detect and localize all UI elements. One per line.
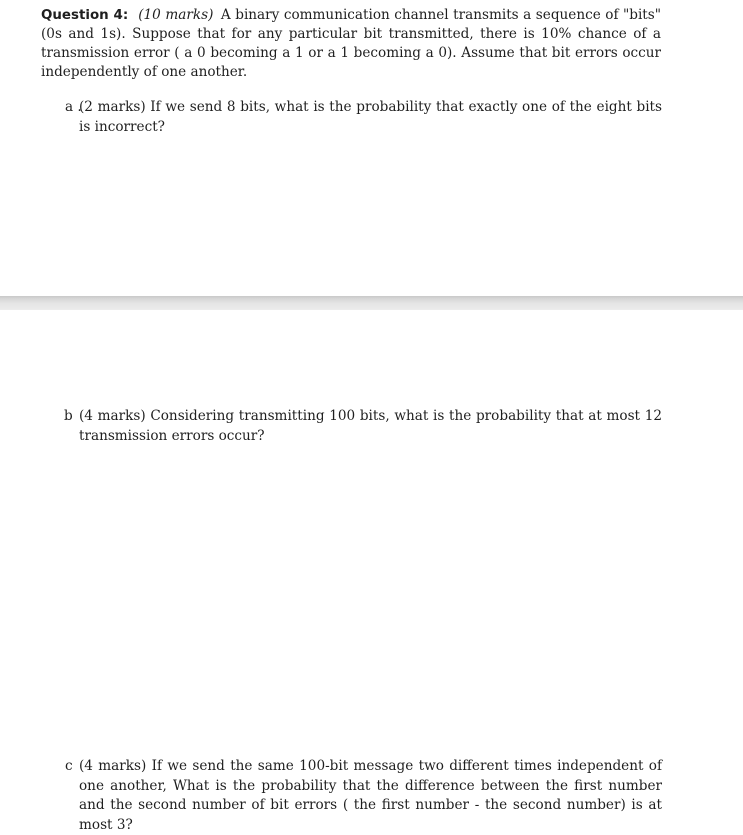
part-c-text: (4 marks) If we send the same 100-bit message two different times independent of one another, What is the probability that the difference between the first number and the second number of bit errors ( the first number - the second number) is at most 3? bbox=[79, 758, 662, 833]
page-divider bbox=[0, 296, 743, 310]
part-b-label: b bbox=[64, 408, 73, 424]
question-marks: (10 marks) bbox=[138, 7, 214, 23]
question-label: Question 4: bbox=[41, 8, 129, 23]
question-intro bbox=[41, 6, 661, 82]
part-a bbox=[65, 98, 662, 137]
part-a-label: a . bbox=[65, 99, 82, 115]
part-b-text: (4 marks) Considering transmitting 100 bits, what is the probability that at most 12 transmission errors occur? bbox=[79, 408, 662, 444]
part-b bbox=[64, 407, 662, 446]
page-bottom bbox=[0, 310, 743, 821]
question-text: A binary communication channel transmits a sequence of "bits" (0s and 1s). Suppose that for any particular bit transmitted, there is 10% chance of a transmission error ( a 0 becoming a 1 or a 1 becoming a 0). Assume that bit errors occur independently of one another. bbox=[41, 7, 661, 80]
part-a-text: (2 marks) If we send 8 bits, what is the probability that exactly one of the eight bits is incorrect? bbox=[79, 99, 662, 135]
part-c-label: c bbox=[65, 758, 73, 774]
part-c bbox=[65, 757, 662, 835]
